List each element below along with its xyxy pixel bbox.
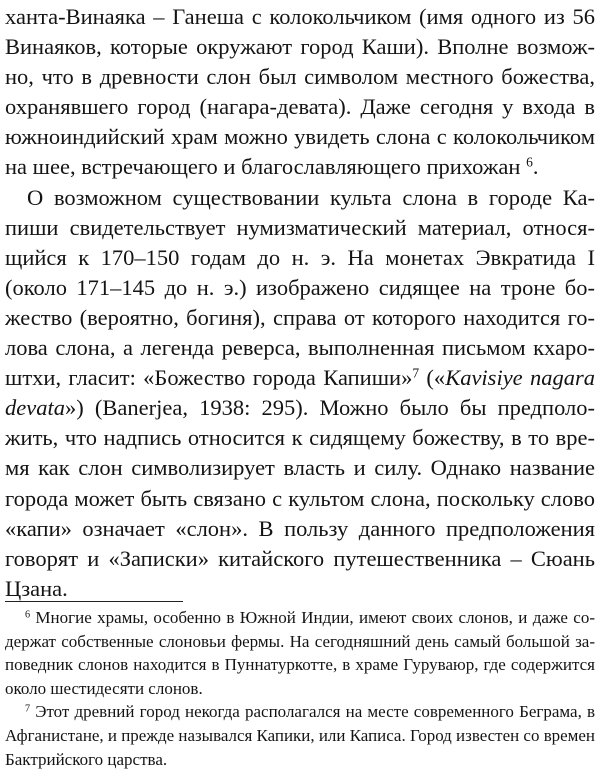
text-run: ») (Banerjea, 1938: 295). Можно было бы предполо- (64, 395, 595, 421)
footnote-ref: 6 (526, 155, 533, 171)
text-run: Цзана. (5, 575, 68, 601)
body-line (5, 273, 595, 303)
footnote-line (5, 606, 595, 630)
body-line (5, 183, 595, 213)
body-line (5, 2, 595, 32)
body-line (5, 514, 595, 544)
text-run: жество (вероятно, богиня), справа от которого находится го- (5, 304, 595, 330)
text-run: (« (419, 365, 446, 391)
text-run: жить, что надпись относится к сидящему божеству, в то вре- (5, 425, 595, 451)
text-run: мя как слон символизирует власть и силу. Однако название (5, 455, 595, 481)
text-run: говорят и «Записки» китайского путешественника – Сюань (5, 545, 595, 571)
text-run: ханта-Винаяка – Ганеша с колокольчиком (имя одного из 56 (5, 4, 595, 29)
text-run: . (532, 154, 539, 180)
text-run: Kavisiye nagara (445, 365, 596, 391)
text-run: но, что в древности слон был символом местного божества, (5, 64, 595, 90)
text-run: Бактрийского царства. (5, 749, 168, 769)
text-run: на шее, встречающего и благославляющего прихожан (5, 154, 527, 180)
body-line (5, 152, 595, 182)
footnote-line (5, 724, 595, 748)
footnotes (5, 606, 595, 771)
text-run: Винаяков, которые окружают город Каши). Вполне возмож- (5, 34, 595, 60)
footnote-ref: 7 (25, 703, 31, 715)
body-line (5, 243, 595, 273)
body-line (5, 574, 595, 604)
body-line (5, 32, 595, 62)
text-run: «капи» означает «слон». В пользу данного предположения (5, 515, 595, 541)
text-run: О возможном существовании культа слона в городе Ка- (27, 184, 595, 210)
text-run: южноиндийский храм можно увидеть слона с колокольчиком (5, 124, 595, 150)
text-run: лова слона, а легенда реверса, выполненная письмом кхаро- (5, 335, 595, 361)
footnote-line (5, 630, 595, 654)
text-run: Этот древний город некогда располагался на месте современного Беграма, в (30, 702, 595, 722)
text-run: охранявшего город (нагара-девата). Даже сегодня у входа в (5, 94, 595, 120)
footnote-ref: 6 (25, 609, 31, 621)
body-line (5, 423, 595, 453)
text-run: Афганистане, и прежде назывался Капики, или Каписа. Город известен со времен (5, 725, 595, 745)
body-line (5, 453, 595, 483)
text-run: пиши свидетельствует нумизматический материал, относя- (5, 214, 595, 240)
main-text (5, 2, 595, 604)
body-line (5, 333, 595, 363)
text-run: devata (5, 395, 65, 421)
text-run: щийся к 170–150 годам до н. э. На монетах Эвкратида I (5, 244, 595, 270)
text-run: (около 171–145 до н. э.) изображено сидящее на троне бо- (5, 274, 595, 300)
body-line (5, 303, 595, 333)
text-run: города может быть связано с культом слона, поскольку слово (5, 485, 595, 511)
text-run: поведник слонов находится в Пуннатуркотте, в храме Гуруваюр, где содержится (5, 655, 595, 675)
body-line (5, 92, 595, 122)
text-run: Многие храмы, особенно в Южной Индии, имеют своих слонов, и даже со- (30, 608, 595, 627)
text-run: держат собственные слоновьи фермы. На сегодняшний день самый большой за- (5, 631, 595, 651)
footnote-divider (5, 601, 183, 602)
body-line (5, 363, 595, 393)
body-line (5, 393, 595, 423)
footnote-ref: 7 (412, 365, 420, 381)
body-line (5, 213, 595, 243)
text-run: штхи, гласит: «Божество города Капиши» (5, 365, 413, 391)
body-line (5, 544, 595, 574)
text-run: около шестидесяти слонов. (5, 678, 203, 698)
footnote-line (5, 748, 595, 772)
footnote-line (5, 653, 595, 677)
body-line (5, 484, 595, 514)
footnote-line (5, 700, 595, 724)
footnote-line (5, 677, 595, 701)
body-line (5, 62, 595, 92)
body-line (5, 122, 595, 152)
